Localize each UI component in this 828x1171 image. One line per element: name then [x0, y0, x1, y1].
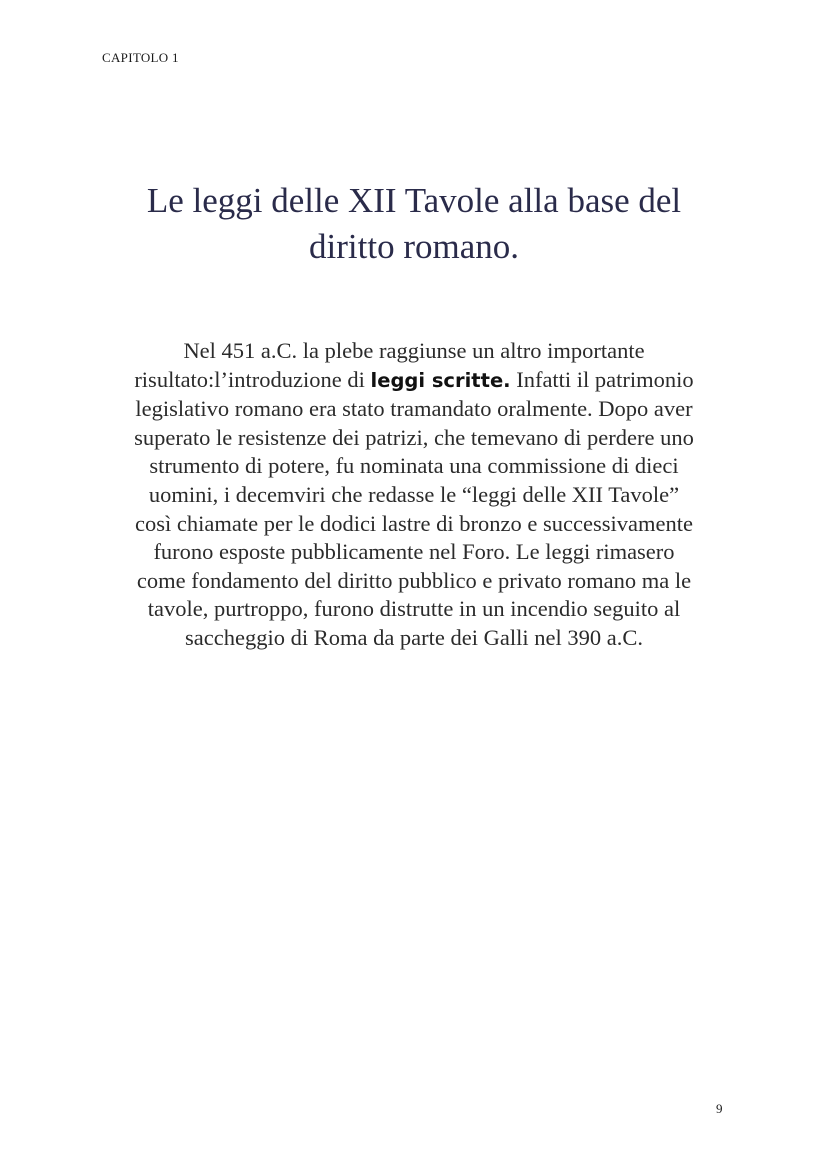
- page-number: 9: [716, 1101, 723, 1116]
- body-line: furono esposte pubblicamente nel Foro. Le leggi rimasero: [153, 539, 675, 565]
- chapter-title: [60, 178, 768, 270]
- body-line: uomini, i decemviri che redasse le “leggi delle XII Tavole”: [148, 481, 680, 507]
- body-line: Nel 451 a.C. la plebe raggiunse un altro importante: [183, 338, 645, 363]
- body-line: strumento di potere, fu nominata una commissione di dieci: [149, 453, 679, 479]
- chapter-title-line-2: diritto romano.: [309, 227, 519, 266]
- body-line: superato le resistenze dei patrizi, che temevano di perdere uno: [134, 424, 694, 450]
- body-line: risultato:l’introduzione di: [134, 366, 371, 392]
- body-line: così chiamate per le dodici lastre di bronzo e successivamente: [135, 510, 693, 536]
- body-paragraph: [80, 337, 748, 653]
- chapter-title-line-1: Le leggi delle XII Tavole alla base del: [146, 181, 682, 220]
- body-line: tavole, purtroppo, furono distrutte in un incendio seguito al: [147, 596, 681, 622]
- body-line: come fondamento del diritto pubblico e privato romano ma le: [136, 567, 692, 593]
- body-line: legislativo romano era stato tramandato oralmente. Dopo aver: [135, 396, 693, 422]
- body-line: saccheggio di Roma da parte dei Galli nel 390 a.C.: [185, 624, 643, 650]
- body-line: Infatti il patrimonio: [510, 366, 694, 392]
- emphasis-bold: leggi scritte.: [370, 368, 511, 392]
- running-head: CAPITOLO 1: [102, 50, 179, 65]
